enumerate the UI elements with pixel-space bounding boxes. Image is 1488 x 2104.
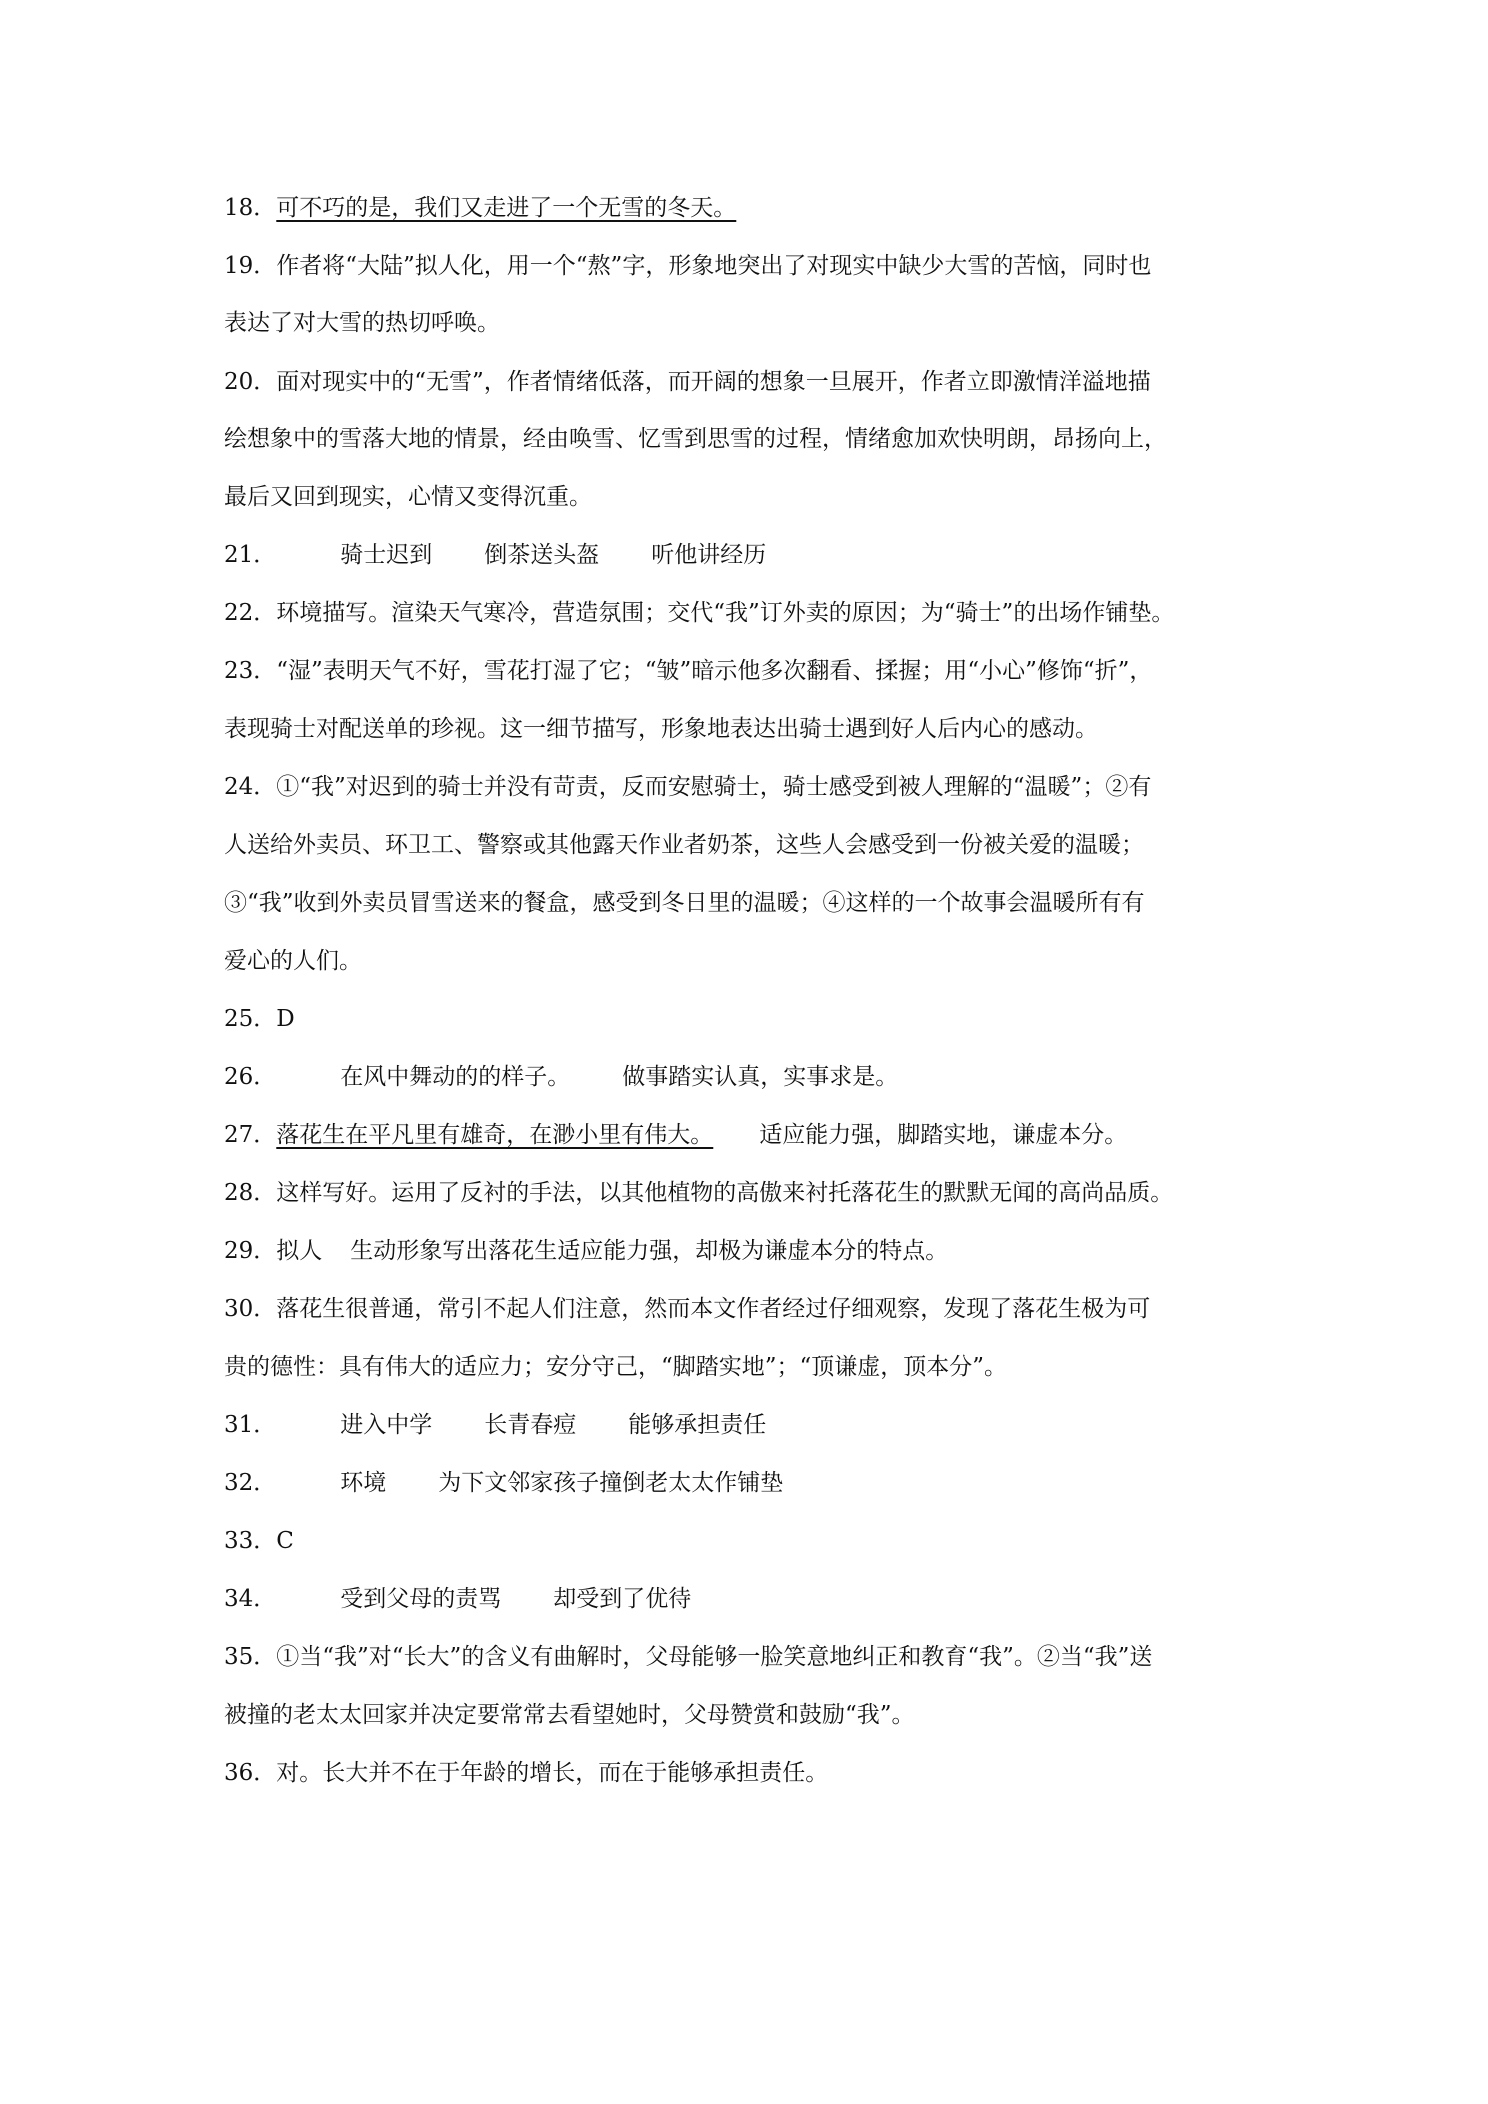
answer-19-line-2 xyxy=(224,307,1264,339)
answer-text: 对。长大并不在于年龄的增长，而在于能够承担责任。 xyxy=(276,1760,829,1786)
answer-21 xyxy=(224,539,1264,571)
answer-18 xyxy=(224,192,1264,224)
answer-text: ①当“我”对“长大”的含义有曲解时，父母能够一脸笑意地纠正和教育“我”。②当“我”送 xyxy=(276,1644,1153,1670)
answer-35-line-1 xyxy=(224,1641,1264,1673)
answer-30-line-1 xyxy=(224,1293,1264,1325)
answer-number: 20． xyxy=(224,369,277,395)
answer-part: 环境 xyxy=(340,1470,387,1496)
answer-part: 适应能力强，脚踏实地，谦虚本分。 xyxy=(759,1122,1128,1148)
answer-33 xyxy=(224,1525,1264,1557)
answer-text: 人送给外卖员、环卫工、警察或其他露天作业者奶茶，这些人会感受到一份被关爱的温暖； xyxy=(224,832,1144,858)
answer-part: 做事踏实认真，实事求是。 xyxy=(622,1064,899,1090)
answer-part: 生动形象写出落花生适应能力强，却极为谦虚本分的特点。 xyxy=(350,1238,949,1264)
answer-text: 最后又回到现实，心情又变得沉重。 xyxy=(224,484,592,510)
answer-32 xyxy=(224,1467,1264,1499)
answer-24-line-1 xyxy=(224,771,1264,803)
answer-number: 33． xyxy=(224,1528,277,1554)
answer-text: 作者将“大陆”拟人化，用一个“熬”字，形象地突出了对现实中缺少大雪的苦恼，同时也 xyxy=(276,253,1152,279)
answer-number: 30． xyxy=(224,1296,277,1322)
answer-35-line-2 xyxy=(224,1699,1264,1731)
answer-30-line-2 xyxy=(224,1351,1264,1383)
answer-24-line-4 xyxy=(224,945,1264,977)
answer-number: 29． xyxy=(224,1238,277,1264)
answer-number: 25． xyxy=(224,1006,277,1032)
answer-part: 拟人 xyxy=(276,1238,323,1264)
answer-text: 表现骑士对配送单的珍视。这一细节描写，形象地表达出骑士遇到好人后内心的感动。 xyxy=(224,716,1098,742)
answer-text: ①“我”对迟到的骑士并没有苛责，反而安慰骑士，骑士感受到被人理解的“温暖”；②有 xyxy=(276,774,1152,800)
answer-number: 34． xyxy=(224,1586,277,1612)
answer-text: D xyxy=(276,1006,295,1032)
answer-number: 21． xyxy=(224,542,277,568)
answer-24-line-2 xyxy=(224,829,1264,861)
answer-number: 28． xyxy=(224,1180,277,1206)
answer-number: 36． xyxy=(224,1760,277,1786)
answer-27 xyxy=(224,1119,1264,1151)
answer-23-line-1 xyxy=(224,655,1264,687)
answer-text: 面对现实中的“无雪”，作者情绪低落，而开阔的想象一旦展开，作者立即激情洋溢地描 xyxy=(276,369,1151,395)
answer-22 xyxy=(224,597,1264,629)
answer-text: 落花生很普通，常引不起人们注意，然而本文作者经过仔细观察，发现了落花生极为可 xyxy=(276,1296,1151,1322)
answer-text: 爱心的人们。 xyxy=(224,948,362,974)
answer-part: 却受到了优待 xyxy=(553,1586,692,1612)
answer-20-line-2 xyxy=(224,423,1264,455)
answer-text: ③“我”收到外卖员冒雪送来的餐盒，感受到冬日里的温暖；④这样的一个故事会温暖所有有 xyxy=(224,890,1145,916)
answer-part: 听他讲经历 xyxy=(651,542,767,568)
answer-text: 绘想象中的雪落大地的情景，经由唤雪、忆雪到思雪的过程，情绪愈加欢快明朗，昂扬向上， xyxy=(224,426,1167,452)
answer-19-line-1 xyxy=(224,250,1264,282)
answer-36 xyxy=(224,1757,1264,1789)
answer-number: 24． xyxy=(224,774,277,800)
answer-25 xyxy=(224,1003,1264,1035)
answer-part: 落花生在平凡里有雄奇，在渺小里有伟大。 xyxy=(276,1122,714,1148)
answer-20-line-3 xyxy=(224,481,1264,513)
answer-26 xyxy=(224,1061,1264,1093)
answer-number: 31． xyxy=(224,1412,277,1438)
answer-text: “湿”表明天气不好，雪花打湿了它；“皱”暗示他多次翻看、揉握；用“小心”修饰“折”， xyxy=(276,658,1153,684)
answer-text: 被撞的老太太回家并决定要常常去看望她时，父母赞赏和鼓励“我”。 xyxy=(224,1702,915,1728)
answer-text: 这样写好。运用了反衬的手法，以其他植物的高傲来衬托落花生的默默无闻的高尚品质。 xyxy=(276,1180,1174,1206)
answer-number: 26． xyxy=(224,1064,277,1090)
answer-24-line-3 xyxy=(224,887,1264,919)
answer-number: 27． xyxy=(224,1122,277,1148)
answer-part: 为下文邻家孩子撞倒老太太作铺垫 xyxy=(438,1470,784,1496)
answer-number: 23． xyxy=(224,658,277,684)
answer-20-line-1 xyxy=(224,366,1264,398)
answer-part: 能够承担责任 xyxy=(628,1412,767,1438)
answer-text: 贵的德性：具有伟大的适应力；安分守己，“脚踏实地”；“顶谦虚，顶本分”。 xyxy=(224,1354,1008,1380)
answer-text: 表达了对大雪的热切呼唤。 xyxy=(224,310,500,336)
answer-text: 可不巧的是，我们又走进了一个无雪的冬天。 xyxy=(276,195,737,221)
answer-number: 22． xyxy=(224,600,277,626)
answer-part: 受到父母的责骂 xyxy=(340,1586,502,1612)
answer-part: 骑士迟到 xyxy=(340,542,433,568)
answer-text: 环境描写。渲染天气寒冷，营造氛围；交代“我”订外卖的原因；为“骑士”的出场作铺垫。 xyxy=(276,600,1175,626)
answer-part: 进入中学 xyxy=(340,1412,433,1438)
answer-number: 18． xyxy=(224,195,277,221)
answer-text: C xyxy=(276,1528,294,1554)
answer-part: 倒茶送头盔 xyxy=(484,542,600,568)
answer-23-line-2 xyxy=(224,713,1264,745)
answer-part: 在风中舞动的的样子。 xyxy=(340,1064,571,1090)
answer-34 xyxy=(224,1583,1264,1615)
answer-part: 长青春痘 xyxy=(484,1412,577,1438)
answer-number: 35． xyxy=(224,1644,277,1670)
answer-31 xyxy=(224,1409,1264,1441)
answer-number: 32． xyxy=(224,1470,277,1496)
answer-29 xyxy=(224,1235,1264,1267)
answer-number: 19． xyxy=(224,253,277,279)
answer-28 xyxy=(224,1177,1264,1209)
